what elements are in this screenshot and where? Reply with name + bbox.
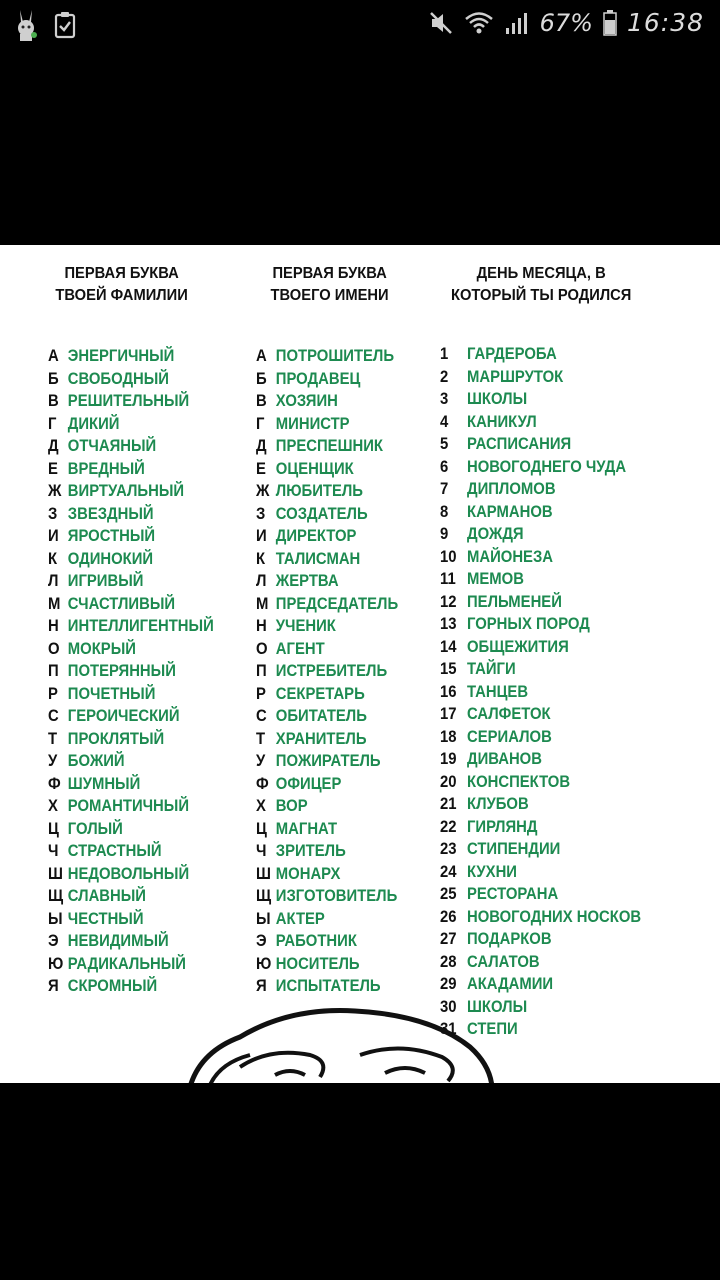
list-item xyxy=(256,390,441,413)
entry-key: Т xyxy=(256,729,266,748)
entry-key: 3 xyxy=(440,390,449,408)
entry-key: Д xyxy=(256,437,267,455)
entry-word: ПОТЕРЯННЫЙ xyxy=(67,662,176,680)
list-item xyxy=(48,930,233,953)
list-item xyxy=(256,728,441,751)
list-item xyxy=(48,750,233,773)
list-item xyxy=(440,793,692,816)
list-item xyxy=(48,840,233,863)
entry-word: АКТЕР xyxy=(275,909,325,928)
list-item xyxy=(256,480,441,503)
list-item xyxy=(48,705,233,728)
entry-key: В xyxy=(48,392,59,410)
list-item xyxy=(440,681,692,704)
clock: 16:38 xyxy=(626,8,704,37)
entry-key: Б xyxy=(48,369,59,388)
entry-key: 5 xyxy=(440,435,449,453)
entry-key: 21 xyxy=(440,795,457,813)
entry-key: А xyxy=(48,347,59,365)
entry-key: Л xyxy=(48,572,59,590)
entry-key: 22 xyxy=(440,817,457,836)
list-item xyxy=(440,726,692,749)
entry-key: Х xyxy=(256,797,266,815)
entry-list xyxy=(256,345,461,998)
entry-key: Ы xyxy=(256,909,271,928)
entry-word: ПОТРОШИТЕЛЬ xyxy=(275,347,395,365)
entry-word: НЕДОВОЛЬНЫЙ xyxy=(67,864,190,883)
entry-key: Н xyxy=(48,617,59,635)
list-item xyxy=(440,456,692,479)
entry-word: ЗВЕЗДНЫЙ xyxy=(67,504,154,523)
entry-word: ПРЕДСЕДАТЕЛЬ xyxy=(275,594,399,613)
entry-key: П xyxy=(256,662,267,680)
heading-line: ПЕРВАЯ БУКВА xyxy=(64,265,179,282)
list-item xyxy=(48,683,233,706)
entry-word: ШКОЛЫ xyxy=(467,390,528,408)
entry-key: Ж xyxy=(256,482,270,500)
list-item xyxy=(256,458,441,481)
entry-key: М xyxy=(256,594,269,613)
list-item xyxy=(48,435,233,458)
entry-word: ЗРИТЕЛЬ xyxy=(275,842,346,860)
entry-word: СОЗДАТЕЛЬ xyxy=(275,504,368,523)
entry-word: СЛАВНЫЙ xyxy=(67,887,146,905)
list-item xyxy=(256,953,441,976)
troll-face-drawing xyxy=(180,997,510,1083)
list-item xyxy=(440,951,692,974)
list-item xyxy=(440,906,692,929)
entry-word: МИНИСТР xyxy=(275,414,350,433)
entry-word: ГИРЛЯНД xyxy=(467,817,538,836)
notification-icons xyxy=(14,8,76,42)
system-indicators xyxy=(428,8,704,37)
entry-key: П xyxy=(48,662,59,680)
entry-key: Я xyxy=(48,977,59,995)
signal-icon xyxy=(504,11,530,35)
list-item xyxy=(256,345,441,368)
list-item xyxy=(48,728,233,751)
entry-word: ОТЧАЯНЫЙ xyxy=(67,437,157,455)
app-notification-icon xyxy=(14,8,40,42)
column-heading xyxy=(256,263,403,307)
entry-word: СЕКРЕТАРЬ xyxy=(275,684,365,703)
entry-word: УЧЕНИК xyxy=(275,617,336,635)
entry-key: 20 xyxy=(440,772,457,791)
entry-key: Я xyxy=(256,977,267,995)
entry-key: Ц xyxy=(48,819,59,838)
list-item xyxy=(48,953,233,976)
entry-key: Ц xyxy=(256,819,267,838)
birth-day-column xyxy=(440,263,720,1041)
list-item xyxy=(48,818,233,841)
list-item xyxy=(48,570,233,593)
entry-key: 19 xyxy=(440,750,457,768)
entry-word: МЕМОВ xyxy=(467,570,524,588)
entry-word: НОВОГОДНИХ НОСКОВ xyxy=(467,907,642,926)
entry-word: ДИРЕКТОР xyxy=(275,527,357,545)
list-item xyxy=(48,908,233,931)
entry-word: КЛУБОВ xyxy=(467,795,529,813)
entry-word: СТЕПИ xyxy=(467,1020,518,1038)
list-item xyxy=(256,863,441,886)
entry-word: ОДИНОКИЙ xyxy=(67,549,154,568)
entry-key: Э xyxy=(48,932,59,950)
entry-word: ТАНЦЕВ xyxy=(467,682,529,701)
entry-key: Г xyxy=(256,414,265,433)
list-item xyxy=(256,773,441,796)
entry-key: Е xyxy=(48,459,58,478)
list-item xyxy=(48,638,233,661)
list-item xyxy=(440,478,692,501)
entry-word: ОБЩЕЖИТИЯ xyxy=(467,637,569,656)
list-item xyxy=(256,818,441,841)
battery-icon xyxy=(603,10,617,36)
entry-key: Ы xyxy=(48,909,63,928)
entry-word: ЖЕРТВА xyxy=(275,572,339,590)
list-item xyxy=(256,975,441,998)
wifi-icon xyxy=(464,11,494,35)
entry-key: Г xyxy=(48,414,57,433)
entry-key: Ш xyxy=(48,864,63,883)
entry-word: МОНАРХ xyxy=(275,864,341,883)
entry-word: ПРОДАВЕЦ xyxy=(275,369,361,388)
list-item xyxy=(440,771,692,794)
entry-key: И xyxy=(256,527,267,545)
list-item xyxy=(440,523,692,546)
list-item xyxy=(440,411,692,434)
list-item xyxy=(440,343,692,366)
entry-word: ПОЖИРАТЕЛЬ xyxy=(275,752,381,770)
entry-key: 24 xyxy=(440,862,457,881)
entry-key: З xyxy=(256,504,266,523)
entry-key: М xyxy=(48,594,61,613)
entry-word: СЧАСТЛИВЫЙ xyxy=(67,594,176,613)
list-item xyxy=(440,883,692,906)
list-item xyxy=(256,570,441,593)
entry-key: 1 xyxy=(440,345,449,363)
entry-word: СЕРИАЛОВ xyxy=(467,727,552,746)
entry-key: С xyxy=(256,707,267,725)
entry-key: 13 xyxy=(440,615,457,633)
entry-word: КОНСПЕКТОВ xyxy=(467,772,571,791)
entry-word: КУХНИ xyxy=(467,862,517,881)
column-heading xyxy=(440,263,642,307)
entry-key: Щ xyxy=(48,887,64,905)
entry-word: ТАЙГИ xyxy=(467,660,516,678)
entry-key: 28 xyxy=(440,952,457,971)
entry-key: 14 xyxy=(440,637,457,656)
entry-key: 8 xyxy=(440,502,449,521)
heading-line: ПЕРВАЯ БУКВА xyxy=(272,265,387,282)
entry-key: Е xyxy=(256,459,266,478)
entry-word: СТРАСТНЫЙ xyxy=(67,842,162,860)
entry-key: 4 xyxy=(440,412,449,431)
entry-word: АГЕНТ xyxy=(275,639,325,658)
entry-key: Ж xyxy=(48,482,62,500)
entry-word: ЯРОСТНЫЙ xyxy=(67,527,156,545)
entry-key: Ю xyxy=(48,954,64,973)
list-item xyxy=(440,658,692,681)
entry-word: ВОР xyxy=(275,797,308,815)
entry-key: С xyxy=(48,707,59,725)
entry-word: ЭНЕРГИЧНЫЙ xyxy=(67,347,175,365)
heading-line: ТВОЕЙ ФАМИЛИИ xyxy=(55,287,188,304)
list-item xyxy=(440,366,692,389)
entry-key: А xyxy=(256,347,267,365)
entry-key: Р xyxy=(256,684,266,703)
entry-word: ДОЖДЯ xyxy=(467,525,524,543)
entry-key: Э xyxy=(256,932,267,950)
entry-key: 29 xyxy=(440,975,457,993)
list-item xyxy=(256,548,441,571)
entry-word: ПРОКЛЯТЫЙ xyxy=(67,729,165,748)
entry-word: РАСПИСАНИЯ xyxy=(467,435,572,453)
heading-line: ДЕНЬ МЕСЯЦА, В xyxy=(476,265,606,282)
entry-word: ПОДАРКОВ xyxy=(467,930,552,948)
list-item xyxy=(256,705,441,728)
entry-word: ПЕЛЬМЕНЕЙ xyxy=(467,592,562,611)
entry-key: У xyxy=(48,752,58,770)
list-item xyxy=(440,568,692,591)
entry-key: К xyxy=(256,549,266,568)
entry-key: Б xyxy=(256,369,267,388)
entry-word: НОВОГОДНЕГО ЧУДА xyxy=(467,457,627,476)
entry-key: Р xyxy=(48,684,58,703)
list-item xyxy=(440,501,692,524)
entry-key: 11 xyxy=(440,570,456,588)
list-item xyxy=(48,458,233,481)
entry-key: О xyxy=(256,639,268,658)
entry-key: З xyxy=(48,504,58,523)
entry-key: Т xyxy=(48,729,58,748)
entry-key: Ф xyxy=(48,774,61,793)
heading-line: КОТОРЫЙ ТЫ РОДИЛСЯ xyxy=(450,287,632,304)
list-item xyxy=(440,928,692,951)
entry-key: О xyxy=(48,639,60,658)
list-item xyxy=(440,861,692,884)
entry-word: ХРАНИТЕЛЬ xyxy=(275,729,367,748)
entry-word: ЧЕСТНЫЙ xyxy=(67,909,144,928)
entry-word: ХОЗЯИН xyxy=(275,392,338,410)
list-item xyxy=(440,703,692,726)
list-item xyxy=(256,885,441,908)
meme-image[interactable] xyxy=(0,245,720,1083)
entry-word: МОКРЫЙ xyxy=(67,639,136,658)
entry-word: ВИРТУАЛЬНЫЙ xyxy=(67,482,185,500)
list-item xyxy=(48,773,233,796)
entry-word: ГЕРОИЧЕСКИЙ xyxy=(67,707,180,725)
list-item xyxy=(440,546,692,569)
surname-column xyxy=(48,263,253,998)
entry-key: 17 xyxy=(440,705,457,723)
list-item xyxy=(48,863,233,886)
entry-word: МАЙОНЕЗА xyxy=(467,547,553,566)
list-item xyxy=(256,593,441,616)
entry-word: ОЦЕНЩИК xyxy=(275,459,354,478)
entry-word: НЕВИДИМЫЙ xyxy=(67,932,169,950)
entry-key: Ч xyxy=(48,842,59,860)
entry-word: ШКОЛЫ xyxy=(467,997,528,1016)
entry-word: ВРЕДНЫЙ xyxy=(67,459,145,478)
entry-word: ШУМНЫЙ xyxy=(67,774,141,793)
list-item xyxy=(256,503,441,526)
entry-word: ДИВАНОВ xyxy=(467,750,542,768)
entry-word: БОЖИЙ xyxy=(67,752,125,770)
list-item xyxy=(440,838,692,861)
entry-key: К xyxy=(48,549,58,568)
list-item xyxy=(256,908,441,931)
entry-key: Н xyxy=(256,617,267,635)
list-item xyxy=(256,840,441,863)
entry-word: СТИПЕНДИИ xyxy=(467,840,561,858)
entry-key: 15 xyxy=(440,660,457,678)
entry-list xyxy=(440,343,720,1041)
list-item xyxy=(48,390,233,413)
entry-word: РОМАНТИЧНЫЙ xyxy=(67,797,190,815)
list-item xyxy=(440,433,692,456)
entry-word: КАНИКУЛ xyxy=(467,412,537,431)
entry-list xyxy=(48,345,253,998)
entry-key: И xyxy=(48,527,59,545)
entry-word: ИСТРЕБИТЕЛЬ xyxy=(275,662,388,680)
list-item xyxy=(440,816,692,839)
entry-key: 26 xyxy=(440,907,457,926)
list-item xyxy=(48,368,233,391)
entry-word: НОСИТЕЛЬ xyxy=(275,954,360,973)
entry-key: 7 xyxy=(440,480,449,498)
list-item xyxy=(256,435,441,458)
entry-key: 12 xyxy=(440,592,457,611)
list-item xyxy=(256,683,441,706)
list-item xyxy=(48,480,233,503)
list-item xyxy=(256,368,441,391)
entry-key: 23 xyxy=(440,840,457,858)
entry-word: РАБОТНИК xyxy=(275,932,357,950)
list-item xyxy=(256,413,441,436)
entry-word: РЕШИТЕЛЬНЫЙ xyxy=(67,392,190,410)
entry-word: ИСПЫТАТЕЛЬ xyxy=(275,977,381,995)
entry-word: ПРЕСПЕШНИК xyxy=(275,437,383,455)
entry-key: Ч xyxy=(256,842,267,860)
entry-word: ГОЛЫЙ xyxy=(67,819,123,838)
entry-key: 27 xyxy=(440,930,457,948)
entry-word: ИЗГОТОВИТЕЛЬ xyxy=(275,887,398,905)
list-item xyxy=(48,660,233,683)
entry-word: ОФИЦЕР xyxy=(275,774,342,793)
list-item xyxy=(256,795,441,818)
entry-word: СКРОМНЫЙ xyxy=(67,977,158,995)
entry-word: ГАРДЕРОБА xyxy=(467,345,557,363)
entry-word: ИНТЕЛЛИГЕНТНЫЙ xyxy=(67,617,214,635)
checklist-notification-icon xyxy=(54,11,76,39)
entry-key: У xyxy=(256,752,266,770)
list-item xyxy=(440,613,692,636)
entry-key: 10 xyxy=(440,547,457,566)
list-item xyxy=(48,525,233,548)
list-item xyxy=(48,548,233,571)
entry-word: ПОЧЕТНЫЙ xyxy=(67,684,156,703)
entry-word: ГОРНЫХ ПОРОД xyxy=(467,615,590,633)
entry-key: Ш xyxy=(256,864,271,883)
entry-key: Д xyxy=(48,437,59,455)
entry-word: АКАДАМИИ xyxy=(467,975,554,993)
entry-key: 18 xyxy=(440,727,457,746)
entry-word: ДИПЛОМОВ xyxy=(467,480,556,498)
column-heading xyxy=(48,263,195,307)
mute-icon xyxy=(428,10,454,36)
entry-key: 6 xyxy=(440,457,449,476)
list-item xyxy=(48,975,233,998)
list-item xyxy=(48,885,233,908)
list-item xyxy=(440,748,692,771)
entry-word: САЛАТОВ xyxy=(467,952,540,971)
entry-key: 25 xyxy=(440,885,457,903)
list-item xyxy=(440,591,692,614)
entry-word: МАГНАТ xyxy=(275,819,338,838)
entry-key: 9 xyxy=(440,525,449,543)
list-item xyxy=(440,973,692,996)
list-item xyxy=(440,388,692,411)
list-item xyxy=(48,795,233,818)
list-item xyxy=(48,345,233,368)
entry-word: КАРМАНОВ xyxy=(467,502,553,521)
entry-word: СВОБОДНЫЙ xyxy=(67,369,169,388)
entry-word: ОБИТАТЕЛЬ xyxy=(275,707,367,725)
first-name-column xyxy=(256,263,461,998)
list-item xyxy=(48,413,233,436)
list-item xyxy=(48,615,233,638)
list-item xyxy=(256,930,441,953)
entry-word: САЛФЕТОК xyxy=(467,705,551,723)
entry-word: ИГРИВЫЙ xyxy=(67,572,144,590)
entry-word: МАРШРУТОК xyxy=(467,367,564,386)
entry-key: Л xyxy=(256,572,267,590)
list-item xyxy=(256,615,441,638)
entry-key: Ф xyxy=(256,774,269,793)
entry-key: В xyxy=(256,392,267,410)
entry-word: ЛЮБИТЕЛЬ xyxy=(275,482,363,500)
list-item xyxy=(256,750,441,773)
list-item xyxy=(256,638,441,661)
entry-key: 31 xyxy=(440,1020,457,1038)
entry-word: ДИКИЙ xyxy=(67,414,120,433)
entry-key: Х xyxy=(48,797,58,815)
list-item xyxy=(440,636,692,659)
entry-key: Щ xyxy=(256,887,272,905)
heading-line: ТВОЕГО ИМЕНИ xyxy=(270,287,389,304)
entry-key: Ю xyxy=(256,954,272,973)
list-item xyxy=(48,503,233,526)
entry-word: РЕСТОРАНА xyxy=(467,885,559,903)
list-item xyxy=(48,593,233,616)
entry-key: 30 xyxy=(440,997,457,1016)
entry-key: 16 xyxy=(440,682,457,701)
status-bar xyxy=(0,0,720,50)
entry-key: 2 xyxy=(440,367,449,386)
entry-word: РАДИКАЛЬНЫЙ xyxy=(67,954,186,973)
list-item xyxy=(256,660,441,683)
entry-word: ТАЛИСМАН xyxy=(275,549,361,568)
list-item xyxy=(256,525,441,548)
battery-percentage: 67% xyxy=(539,8,593,37)
